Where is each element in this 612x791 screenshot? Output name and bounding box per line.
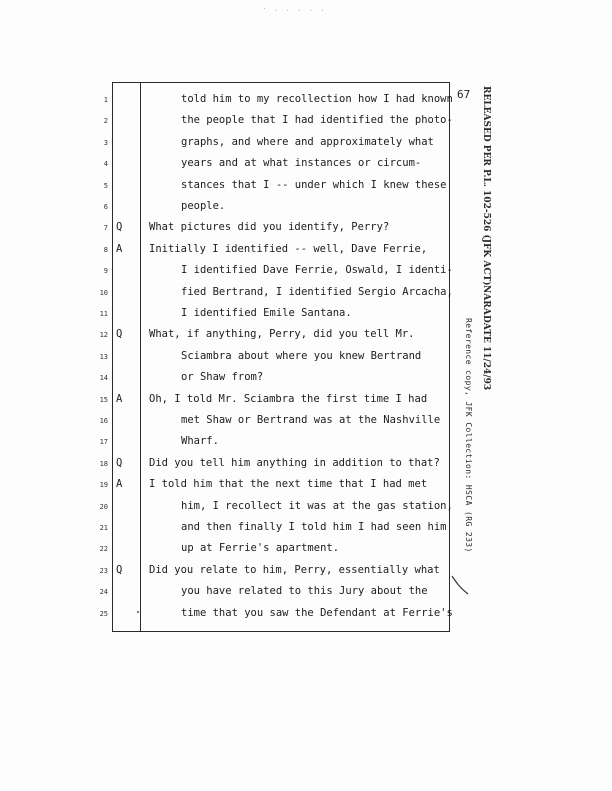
line-number: 25 (99, 609, 108, 618)
line-number: 19 (99, 481, 108, 490)
question-marker: Q (116, 221, 123, 234)
transcript-line (0, 327, 460, 347)
release-stamp (480, 86, 491, 390)
transcript-line (0, 499, 460, 519)
line-number: 13 (99, 352, 108, 361)
question-marker: Q (116, 328, 123, 341)
transcript-line (0, 349, 460, 369)
line-number: 10 (99, 288, 108, 297)
line-number: 15 (99, 395, 108, 404)
margin-check-mark (450, 574, 470, 596)
transcript-line (0, 242, 460, 262)
stray-mark (137, 611, 139, 613)
line-text: Wharf. (181, 435, 219, 448)
transcript-line (0, 156, 460, 176)
line-number: 24 (99, 588, 108, 597)
line-number: 18 (99, 459, 108, 468)
line-text: years and at what instances or circum- (181, 157, 422, 170)
transcript-line (0, 178, 460, 198)
transcript-line (0, 584, 460, 604)
line-text: or Shaw from? (181, 371, 264, 384)
line-number: 3 (103, 138, 108, 147)
transcript-line (0, 541, 460, 561)
line-number: 20 (99, 502, 108, 511)
transcript-line (0, 434, 460, 454)
transcript-line (0, 113, 460, 133)
question-marker: Q (116, 456, 123, 469)
transcript-line (0, 563, 460, 583)
line-number: 21 (99, 524, 108, 532)
release-stamp-line-1: RELEASED PER P.L. 102-526 (JFK ACT) (481, 86, 491, 286)
transcript-line (0, 220, 460, 240)
line-text: the people that I had identified the photo- (181, 114, 453, 127)
transcript-line (0, 285, 460, 305)
answer-marker: A (116, 478, 123, 491)
transcript-line (0, 135, 460, 155)
line-number: 23 (99, 566, 108, 575)
line-number: 5 (103, 181, 108, 190)
line-text: met Shaw or Bertrand was at the Nashville (181, 414, 441, 426)
line-text: Did you tell him anything in addition to that? (149, 456, 440, 469)
line-text: Sciambra about where you knew Bertrand (181, 349, 422, 362)
line-text: up at Ferrie's apartment. (181, 542, 340, 555)
line-text: time that you saw the Defendant at Ferrie's (181, 606, 453, 619)
transcript-line (0, 520, 460, 540)
line-number: 4 (103, 160, 108, 169)
line-number: 9 (103, 267, 108, 276)
line-number: 2 (103, 117, 108, 126)
answer-marker: A (116, 242, 123, 255)
line-number: 16 (99, 417, 108, 425)
line-text: and then finally I told him I had seen him (181, 521, 447, 533)
line-number: 12 (99, 331, 108, 340)
line-text: you have related to this Jury about the (181, 585, 428, 598)
line-text: I told him that the next time that I had met (149, 478, 428, 491)
line-number: 6 (103, 203, 108, 211)
transcript-line (0, 606, 460, 626)
line-number: 14 (99, 374, 108, 383)
line-number: 22 (99, 545, 108, 554)
line-number: 1 (103, 96, 108, 104)
transcript-line (0, 456, 460, 476)
line-text: Initially I identified -- well, Dave Ferrie, (149, 242, 428, 255)
release-stamp-line-2: NARA (481, 285, 491, 316)
line-number: 8 (103, 245, 108, 254)
transcript-line (0, 199, 460, 219)
page-number: 67 (457, 88, 471, 101)
question-marker: Q (116, 563, 123, 576)
transcript-line (0, 92, 460, 112)
line-text: What, if anything, Perry, did you tell Mr. (149, 328, 415, 341)
line-text: him, I recollect it was at the gas station, (181, 499, 453, 512)
transcript-line (0, 413, 460, 433)
line-text: people. (181, 200, 226, 212)
line-text: I identified Emile Santana. (181, 307, 352, 319)
transcript-line (0, 370, 460, 390)
line-text: stances that I -- under which I knew these (181, 178, 447, 191)
line-text: graphs, and where and approximately what (181, 135, 434, 148)
line-text: Oh, I told Mr. Sciambra the first time I had (149, 392, 428, 405)
reference-note: Reference copy, JFK Collection: HSCA (RG 233) (464, 318, 473, 553)
line-text: Did you relate to him, Perry, essentially what (149, 563, 440, 576)
transcript-line (0, 306, 460, 326)
line-number: 11 (99, 310, 108, 318)
line-text: told him to my recollection how I had known (181, 93, 453, 105)
line-number: 17 (99, 438, 108, 447)
answer-marker: A (116, 392, 123, 405)
line-text: I identified Dave Ferrie, Oswald, I identi- (181, 264, 453, 277)
transcript-line (0, 477, 460, 497)
transcript-line (0, 263, 460, 283)
line-number: 7 (103, 224, 108, 233)
line-text: What pictures did you identify, Perry? (149, 221, 390, 234)
faint-header-stamp: · . . . . . (262, 4, 326, 13)
line-text: fied Bertrand, I identified Sergio Arcacha, (181, 285, 453, 298)
transcript-line (0, 392, 460, 412)
release-stamp-line-3: DATE 11/24/93 (481, 315, 491, 391)
